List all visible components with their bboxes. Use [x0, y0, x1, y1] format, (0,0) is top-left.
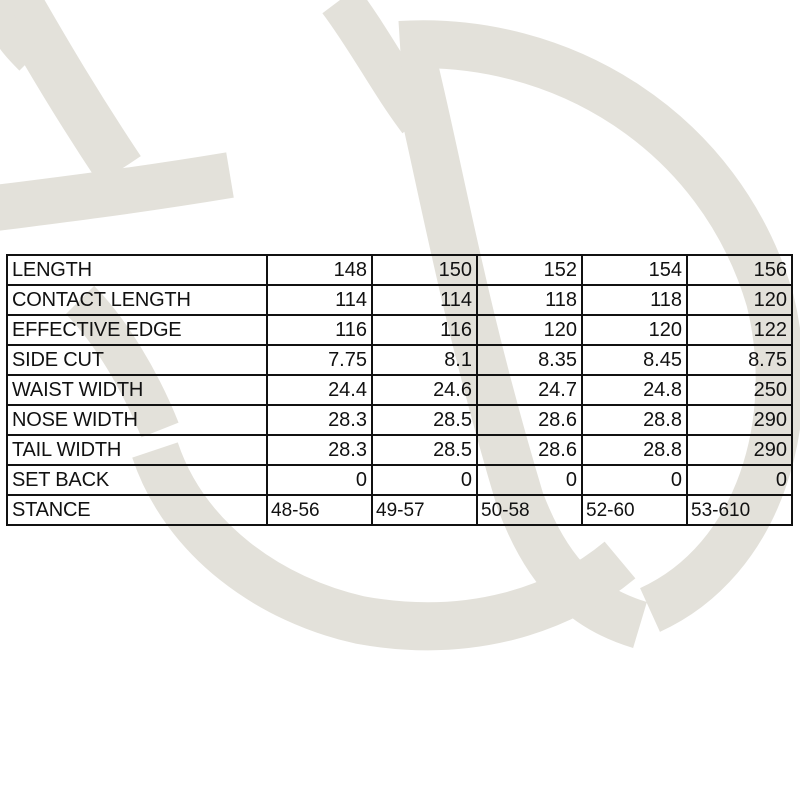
spec-cell-size-1: 7.75: [267, 345, 372, 375]
spec-row-stance: [7, 495, 792, 525]
spec-cell-size-2: 0: [372, 465, 477, 495]
spec-row-label: NOSE WIDTH: [7, 405, 267, 435]
spec-row-waist-width: [7, 375, 792, 405]
spec-cell-size-4: 118: [582, 285, 687, 315]
spec-table-body: [7, 255, 792, 525]
spec-cell-size-4: 0: [582, 465, 687, 495]
spec-cell-size-3: 50-58: [477, 495, 582, 525]
spec-row-label: STANCE: [7, 495, 267, 525]
spec-cell-size-1: 48-56: [267, 495, 372, 525]
spec-table: [6, 254, 793, 526]
spec-cell-size-2: 49-57: [372, 495, 477, 525]
spec-cell-size-2: 116: [372, 315, 477, 345]
spec-cell-size-5: 8.75: [687, 345, 792, 375]
spec-row-label: LENGTH: [7, 255, 267, 285]
spec-cell-size-2: 8.1: [372, 345, 477, 375]
spec-cell-size-5: 0: [687, 465, 792, 495]
spec-cell-size-3: 120: [477, 315, 582, 345]
spec-cell-size-1: 28.3: [267, 405, 372, 435]
watermark-arc-top-left: [10, 0, 120, 170]
spec-cell-size-3: 152: [477, 255, 582, 285]
spec-cell-size-1: 28.3: [267, 435, 372, 465]
spec-cell-size-4: 52-60: [582, 495, 687, 525]
spec-cell-size-2: 24.6: [372, 375, 477, 405]
spec-cell-size-3: 28.6: [477, 435, 582, 465]
spec-row-label: SET BACK: [7, 465, 267, 495]
spec-cell-size-4: 28.8: [582, 435, 687, 465]
spec-row-nose-width: [7, 405, 792, 435]
spec-cell-size-2: 28.5: [372, 435, 477, 465]
spec-cell-size-3: 28.6: [477, 405, 582, 435]
spec-cell-size-5: 250: [687, 375, 792, 405]
spec-row-side-cut: [7, 345, 792, 375]
watermark-bar-left: [0, 175, 230, 210]
spec-cell-size-5: 53-610: [687, 495, 792, 525]
spec-cell-size-4: 24.8: [582, 375, 687, 405]
spec-cell-size-5: 156: [687, 255, 792, 285]
spec-row-set-back: [7, 465, 792, 495]
spec-row-label: TAIL WIDTH: [7, 435, 267, 465]
spec-row-contact-length: [7, 285, 792, 315]
spec-cell-size-4: 120: [582, 315, 687, 345]
spec-cell-size-2: 114: [372, 285, 477, 315]
spec-cell-size-1: 0: [267, 465, 372, 495]
spec-cell-size-5: 122: [687, 315, 792, 345]
spec-cell-size-1: 114: [267, 285, 372, 315]
spec-cell-size-4: 8.45: [582, 345, 687, 375]
spec-cell-size-1: 24.4: [267, 375, 372, 405]
spec-cell-size-3: 0: [477, 465, 582, 495]
spec-row-length: [7, 255, 792, 285]
spec-cell-size-5: 290: [687, 405, 792, 435]
spec-cell-size-3: 24.7: [477, 375, 582, 405]
spec-cell-size-4: 28.8: [582, 405, 687, 435]
spec-row-label: CONTACT LENGTH: [7, 285, 267, 315]
spec-cell-size-2: 150: [372, 255, 477, 285]
spec-cell-size-1: 116: [267, 315, 372, 345]
spec-row-label: EFFECTIVE EDGE: [7, 315, 267, 345]
spec-cell-size-5: 120: [687, 285, 792, 315]
spec-row-label: WAIST WIDTH: [7, 375, 267, 405]
spec-row-tail-width: [7, 435, 792, 465]
spec-cell-size-3: 118: [477, 285, 582, 315]
spec-cell-size-3: 8.35: [477, 345, 582, 375]
spec-cell-size-5: 290: [687, 435, 792, 465]
spec-cell-size-1: 148: [267, 255, 372, 285]
spec-cell-size-4: 154: [582, 255, 687, 285]
spec-row-effective-edge: [7, 315, 792, 345]
spec-cell-size-2: 28.5: [372, 405, 477, 435]
spec-row-label: SIDE CUT: [7, 345, 267, 375]
